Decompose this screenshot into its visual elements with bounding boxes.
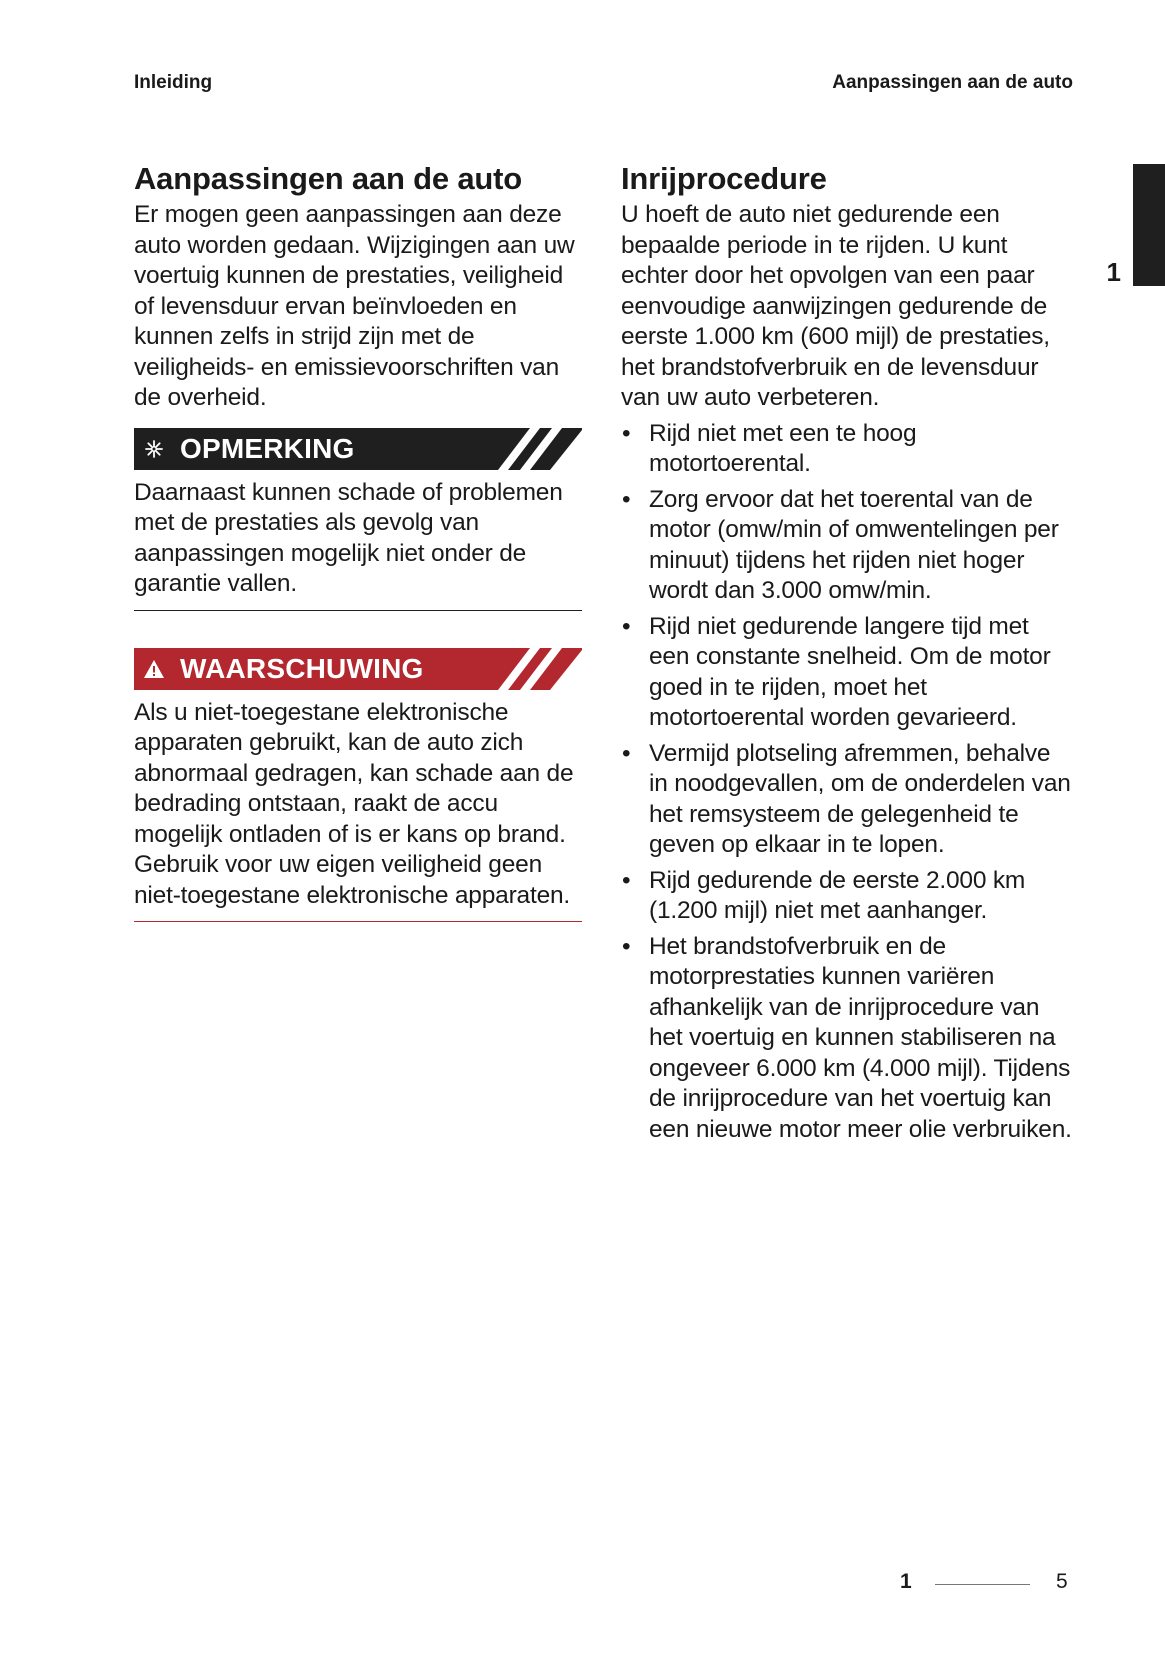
right-column bbox=[621, 158, 1073, 1150]
break-in-intro: U hoeft de auto niet gedurende een bepaalde periode in te rijden. U kunt echter door het opvolgen van een paar eenvoudige aanwijzingen gedurende de eerste 1.000 km (600 mijl) de prestaties, het brandstofverbruik en de levensduur van uw auto verbeteren. bbox=[621, 201, 1050, 411]
chapter-tab-number: 1 bbox=[1106, 257, 1121, 287]
footer-page-number: 5 bbox=[1056, 1570, 1068, 1593]
warning-divider bbox=[134, 921, 582, 922]
warning-banner bbox=[134, 648, 582, 690]
banner-stripes bbox=[492, 648, 582, 690]
running-header-section: Inleiding bbox=[134, 72, 213, 93]
list-item: • Vermijd plotseling afremmen, behalve in noodgevallen, om de onderdelen van het remsysteem de gelegenheid te geven op elkaar in te lopen. bbox=[621, 739, 1073, 861]
list-item: • Rijd niet met een te hoog motortoerental. bbox=[621, 419, 1073, 480]
warning-text: Als u niet-toegestane elektronische apparaten gebruikt, kan de auto zich abnormaal gedragen, kan schade aan de bedrading ontstaan, raakt de accu mogelijk ontladen of is er kans op brand. Gebruik voor uw eigen veiligheid geen niet-toegestane elektronische apparaten. bbox=[134, 698, 574, 909]
warning-triangle-icon bbox=[138, 659, 170, 679]
running-header-topic: Aanpassingen aan de auto bbox=[832, 72, 1073, 93]
section-heading-modifications: Aanpassingen aan de auto bbox=[134, 161, 522, 196]
note-banner bbox=[134, 428, 582, 470]
list-item: • Zorg ervoor dat het toerental van de motor (omw/min of omwentelingen per minuut) tijdens het rijden niet hoger wordt dan 3.000 omw/min. bbox=[621, 485, 1073, 607]
modifications-body: Er mogen geen aanpassingen aan deze auto worden gedaan. Wijzigingen aan uw voertuig kunnen de prestaties, veiligheid of levensduur ervan beïnvloeden en kunnen zelfs in strijd zijn met de veiligheids- en emissievoorschriften van de overheid. bbox=[134, 201, 575, 411]
footer-rule bbox=[935, 1584, 1030, 1585]
break-in-list bbox=[621, 419, 1073, 1146]
list-item: • Rijd gedurende de eerste 2.000 km (1.200 mijl) niet met aanhanger. bbox=[621, 866, 1073, 927]
note-title: OPMERKING bbox=[180, 432, 355, 464]
note-text: Daarnaast kunnen schade of problemen met de prestaties als gevolg van aanpassingen mogelijk niet onder de garantie vallen. bbox=[134, 478, 563, 597]
warning-title: WAARSCHUWING bbox=[180, 652, 424, 684]
list-item: • Het brandstofverbruik en de motorprestaties kunnen variëren afhankelijk van de inrijprocedure van het voertuig en kunnen stabiliseren na ongeveer 6.000 km (4.000 mijl). Tijdens de inrijprocedure van het voertuig kan een nieuwe motor meer olie verbruiken. bbox=[621, 932, 1073, 1146]
list-item: • Rijd niet gedurende langere tijd met een constante snelheid. Om de motor goed in te rijden, moet het motortoerental worden gevarieerd. bbox=[621, 612, 1073, 734]
asterisk-icon bbox=[138, 439, 170, 459]
left-column bbox=[134, 158, 582, 922]
banner-stripes bbox=[492, 428, 582, 470]
section-heading-break-in: Inrijprocedure bbox=[621, 161, 827, 196]
chapter-thumb-tab bbox=[1133, 164, 1165, 286]
footer-chapter-number: 1 bbox=[900, 1570, 912, 1593]
